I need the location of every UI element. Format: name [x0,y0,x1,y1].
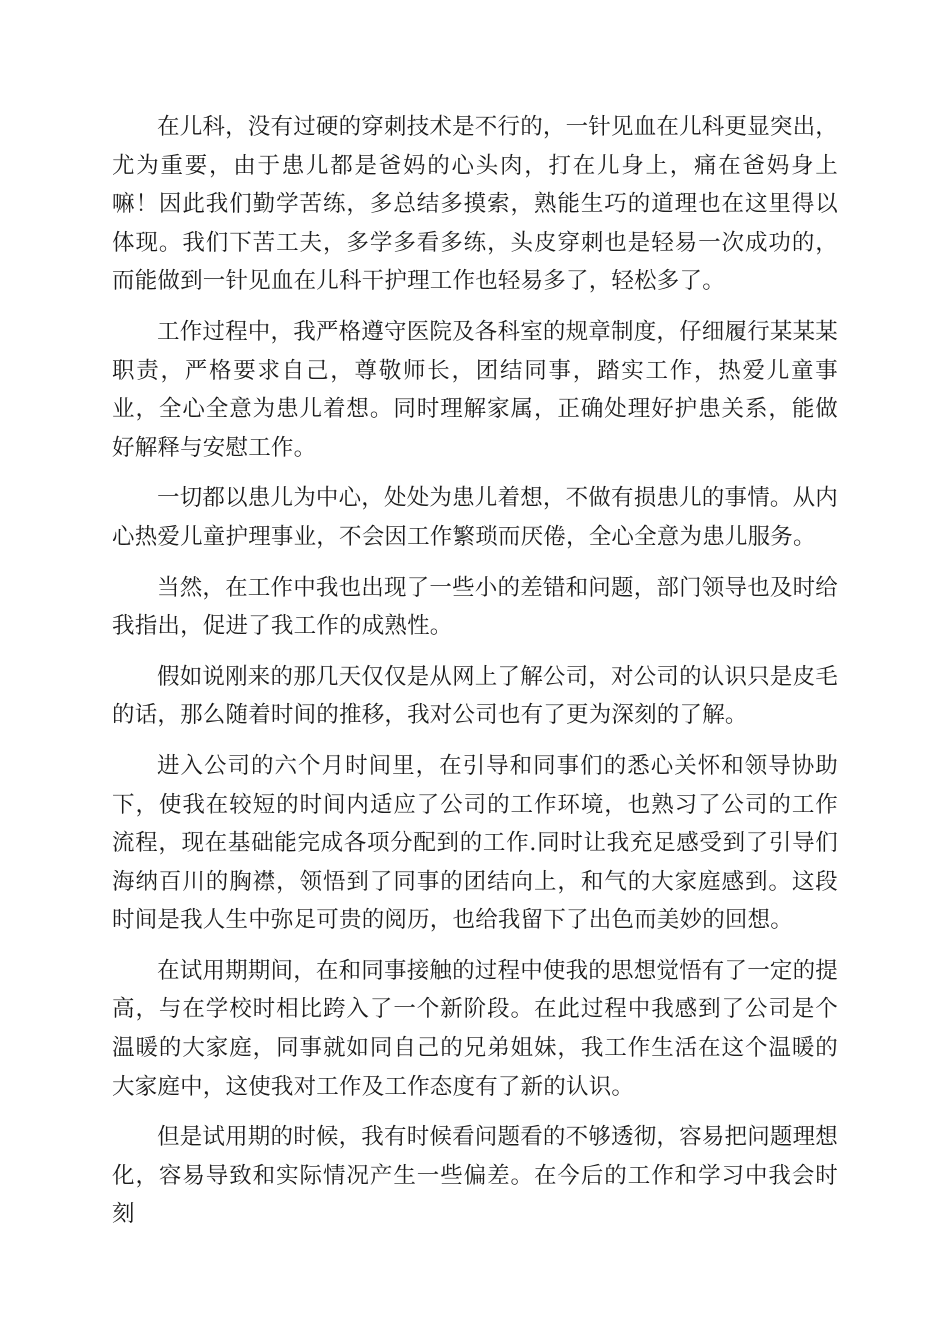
paragraph-pediatric-puncture: 在儿科，没有过硬的穿刺技术是不行的，一针见血在儿科更显突出，尤为重要，由于患儿都是爸妈的心头肉，打在儿身上，痛在爸妈身上嘛！因此我们勤学苦练，多总结多摸索，熟能生巧的道理也在这里得以体现。我们下苦工夫，多学多看多练，头皮穿刺也是轻易一次成功的，而能做到一针见血在儿科干护理工作也轻易多了，轻松多了。 [112,114,839,295]
document-body [112,108,838,1246]
paragraph-patient-centered: 一切都以患儿为中心，处处为患儿着想，不做有损患儿的事情。从内心热爱儿童护理事业，不会因工作繁琐而厌倦，全心全意为患儿服务。 [112,485,839,550]
paragraph-six-months: 进入公司的六个月时间里，在引导和同事们的悉心关怀和领导协助下，使我在较短的时间内适应了公司的工作环境，也熟习了公司的工作流程，现在基础能完成各项分配到的工作.同时让我充足感受到了引导们海纳百川的胸襟，领悟到了同事的团结向上，和气的大家庭感到。这段时间是我人生中弥足可贵的阅历，也给我留下了出色而美妙的回想。 [112,752,838,934]
paragraph-company-understanding: 假如说刚来的那几天仅仅是从网上了解公司，对公司的认识只是皮毛的话，那么随着时间的推移，我对公司也有了更为深刻的了解。 [112,663,839,729]
paragraph-work-process: 工作过程中，我严格遵守医院及各科室的规章制度，仔细履行某某某职责，严格要求自己，尊敬师长，团结同事，踏实工作，热爱儿童事业，全心全意为患儿着想。同时理解家属，正确处理好护患关系，能做好解释与安慰工作。 [112,318,839,461]
paragraph-mistakes: 当然，在工作中我也出现了一些小的差错和问题，部门领导也及时给我指出，促进了我工作的成熟性。 [112,574,839,640]
paragraph-probation-growth: 在试用期期间，在和同事接触的过程中使我的思想觉悟有了一定的提高，与在学校时相比跨入了一个新阶段。在此过程中我感到了公司是个温暖的大家庭，同事就如同自己的兄弟姐妹，我工作生活在这个温暖的大家庭中，这使我对工作及工作态度有了新的认识。 [112,957,839,1100]
paragraph-shortcomings: 但是试用期的时候，我有时候看问题看的不够透彻，容易把问题理想化，容易导致和实际情况产生一些偏差。在今后的工作和学习中我会时刻 [112,1124,839,1228]
